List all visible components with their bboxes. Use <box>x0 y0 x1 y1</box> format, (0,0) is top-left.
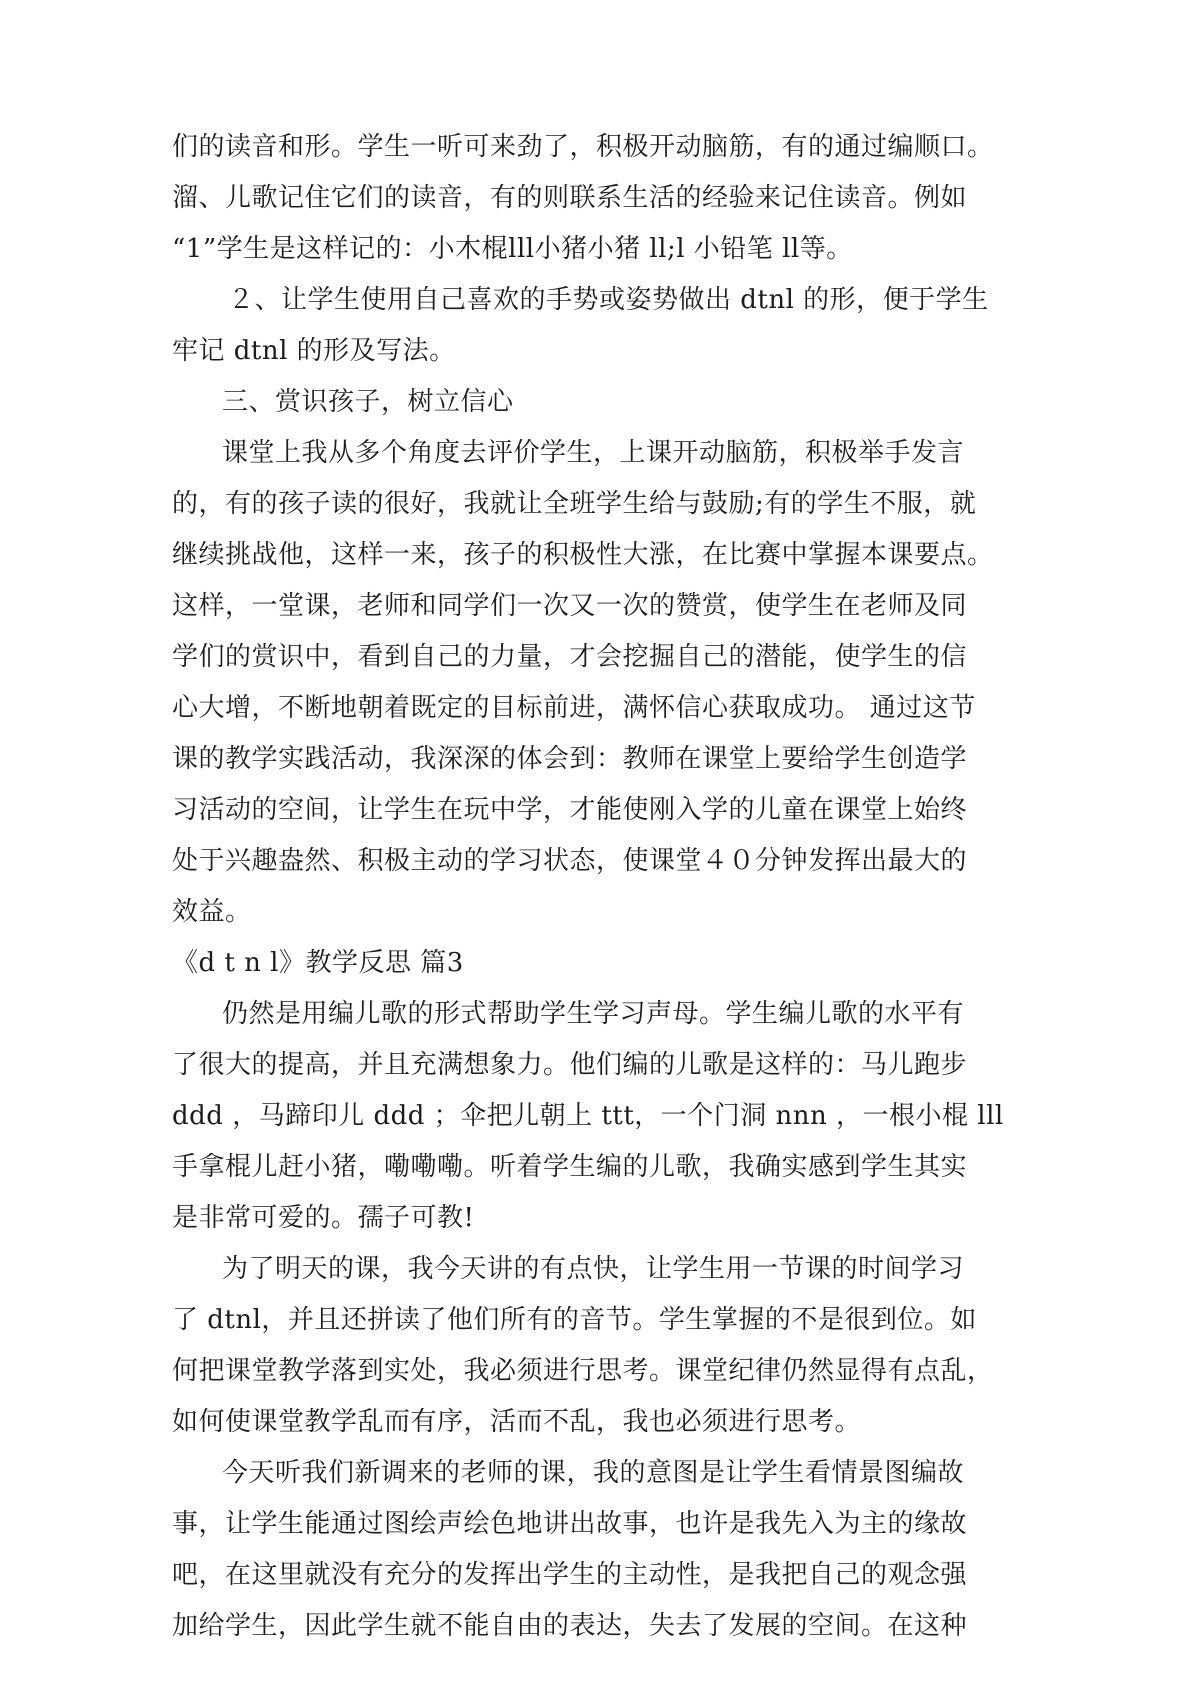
text-line: 加给学生，因此学生就不能自由的表达，失去了发展的空间。在这种 <box>172 1611 968 1641</box>
text-line: 的，有的孩子读的很好，我就让全班学生给与鼓励;有的学生不服，就 <box>172 489 977 519</box>
text-line: 们的读音和形。学生一听可来劲了，积极开动脑筋，有的通过编顺口。 <box>172 132 994 162</box>
text-line: 如何使课堂教学乱而有序，活而不乱，我也必须进行思考。 <box>172 1407 862 1437</box>
text-line: 为了明天的课，我今天讲的有点快，让学生用一节课的时间学习 <box>222 1254 965 1284</box>
text-line: 学们的赏识中，看到自己的力量，才会挖掘自己的潜能，使学生的信 <box>172 642 968 672</box>
text-line: 这样，一堂课，老师和同学们一次又一次的赞赏，使学生在老师及同 <box>172 591 968 621</box>
text-line: 了很大的提高，并且充满想象力。他们编的儿歌是这样的：马儿跑步 <box>172 1050 968 1080</box>
document-body <box>172 122 1052 1652</box>
document-heading: 《d t n l》教学反思 篇3 <box>172 948 464 978</box>
text-line: 处于兴趣盎然、积极主动的学习状态，使课堂４０分钟发挥出最大的 <box>172 846 968 876</box>
text-line: 了 dtnl，并且还拼读了他们所有的音节。学生掌握的不是很到位。如 <box>172 1305 977 1335</box>
text-line: 溜、儿歌记住它们的读音，有的则联系生活的经验来记住读音。例如 <box>172 183 968 213</box>
text-line: 今天听我们新调来的老师的课，我的意图是让学生看情景图编故 <box>222 1458 965 1488</box>
text-line: 是非常可爱的。孺子可教! <box>172 1203 475 1233</box>
section-heading: 三、赏识孩子，树立信心 <box>222 387 514 417</box>
text-line: 吧，在这里就没有充分的发挥出学生的主动性，是我把自己的观念强 <box>172 1560 968 1590</box>
text-line: “1”学生是这样记的：小木棍lll小猪小猪 ll;l 小铅笔 ll等。 <box>172 234 853 264</box>
text-line: ２、让学生使用自己喜欢的手势或姿势做出 dtnl 的形，便于学生 <box>228 285 989 315</box>
text-line: 何把课堂教学落到实处，我必须进行思考。课堂纪律仍然显得有点乱， <box>172 1356 994 1386</box>
text-line: 心大增，不断地朝着既定的目标前进，满怀信心获取成功。 通过这节 <box>172 693 976 723</box>
text-line: 手拿棍儿赶小猪，嘞嘞嘞。听着学生编的儿歌，我确实感到学生其实 <box>172 1152 968 1182</box>
text-line: 课堂上我从多个角度去评价学生，上课开动脑筋，积极举手发言 <box>222 438 965 468</box>
text-line: 效益。 <box>172 897 252 927</box>
text-line: 继续挑战他，这样一来，孩子的积极性大涨，在比赛中掌握本课要点。 <box>172 540 994 570</box>
text-line: 习活动的空间，让学生在玩中学，才能使刚入学的儿童在课堂上始终 <box>172 795 968 825</box>
text-line: 牢记 dtnl 的形及写法。 <box>172 336 456 366</box>
text-line: 仍然是用编儿歌的形式帮助学生学习声母。学生编儿歌的水平有 <box>222 999 965 1029</box>
text-line: ddd ，马蹄印儿 ddd ；伞把儿朝上 ttt，一个门洞 nnn ，一根小棍 lll <box>172 1101 1004 1131</box>
text-line: 课的教学实践活动，我深深的体会到：教师在课堂上要给学生创造学 <box>172 744 968 774</box>
text-line: 事，让学生能通过图绘声绘色地讲出故事，也许是我先入为主的缘故 <box>172 1509 968 1539</box>
